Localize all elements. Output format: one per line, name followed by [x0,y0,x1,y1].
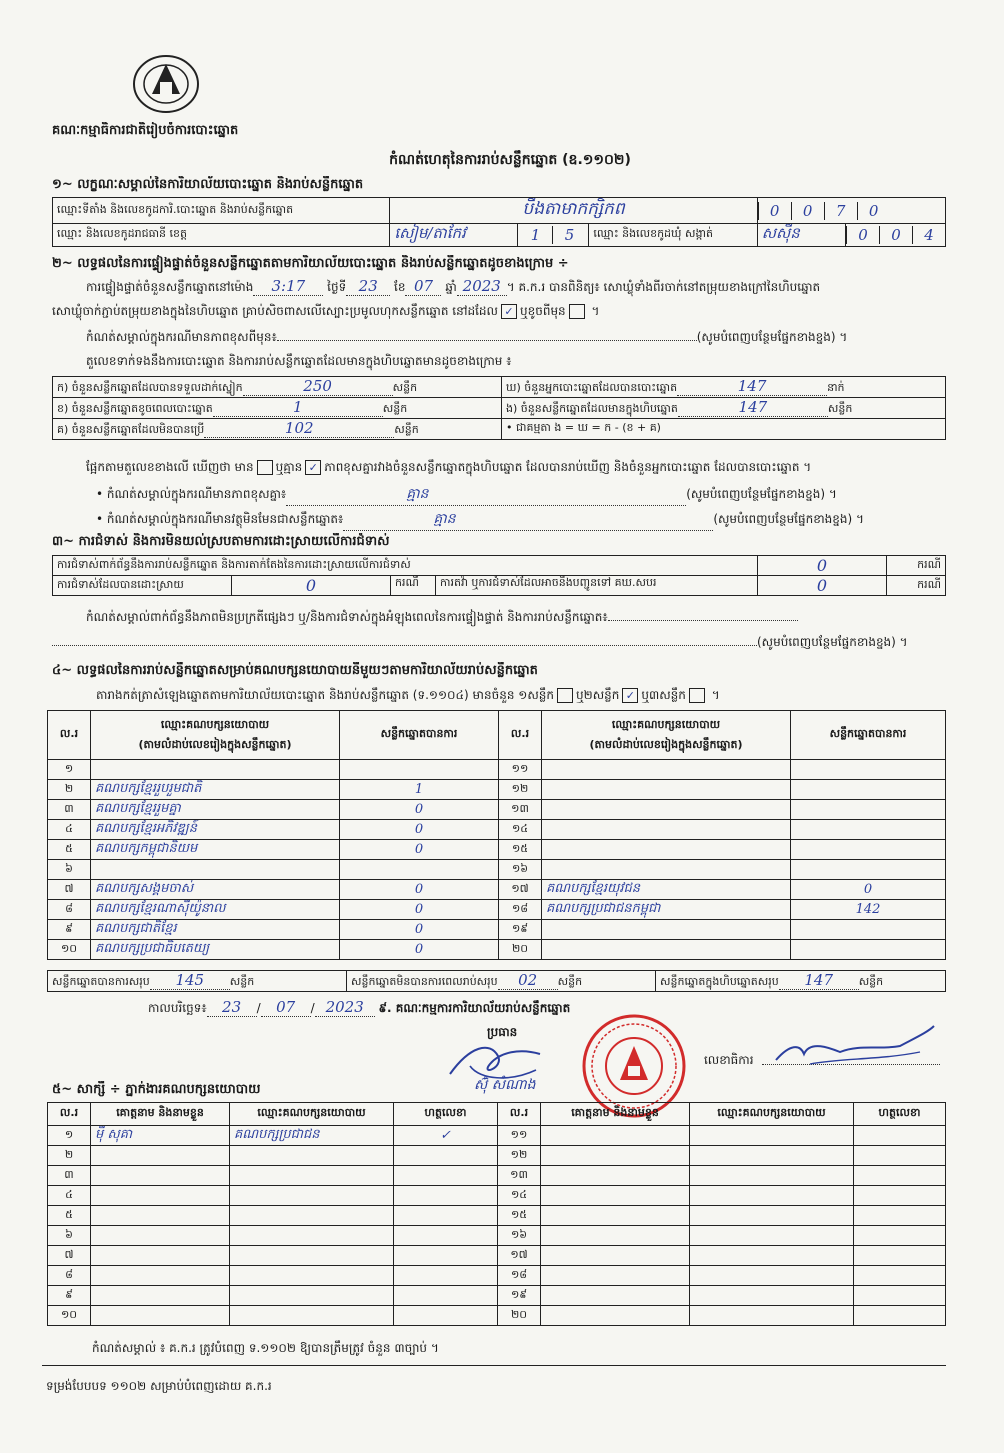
witness-no: ៨ [48,1266,91,1286]
two-sheet-checkbox[interactable]: ✓ [622,688,638,703]
s3-appeal-value: 0 [758,576,887,596]
result-row [48,800,946,820]
section5-heading: ៥~ សាក្សី ÷ ភ្នាក់ងារគណបក្សនយោបាយ [52,1082,261,1097]
witness-party [690,1306,854,1326]
witness-no: ១១ [498,1126,541,1146]
witness-row [48,1246,946,1266]
s4-totals-table: សន្លឹកឆ្នោតបានការសរុប 145 សន្លឹក សន្លឹកឆ្នោតមិនបានការពេលរាប់សរុប 02 សន្លឹក សន្លឹកឆ្នោតក្នុងហិបឆ្នោតសរុប 147 សន្លឹក [47,970,946,992]
nec-emblem-icon [130,50,202,116]
witness-name [91,1286,230,1306]
witness-no: ៧ [48,1246,91,1266]
result-no: ៣ [48,800,91,820]
witness-name [541,1166,690,1186]
result-votes: 0 [340,840,499,860]
committee-name: គណៈកម្មាធិការជាតិរៀបចំការបោះឆ្នោត [52,123,239,138]
witness-signature [394,1306,498,1326]
foreign-object-note-value: គ្មាន [343,509,713,531]
result-no: ១៣ [499,800,542,820]
result-votes: 142 [791,900,946,920]
result-no: ៥ [48,840,91,860]
result-no: ១៧ [499,880,542,900]
voters-value: 147 [677,377,827,396]
result-party: គណបក្សខ្មែររួមគ្នា [91,800,340,820]
witness-party [230,1286,394,1306]
result-row [48,900,946,920]
s2-para2: សោឃ្លុំចាក់ភ្ជាប់តម្រុយខាងក្នុងនៃហិបឆ្នោត គ្រាប់សិចពាសលើស្បោះប្រមូលហុកសន្លឹកឆ្នោត នៅដដែល ✓ ឬខូចពីមុន ។ [52,304,600,318]
witness-name [541,1246,690,1266]
witness-row [48,1166,946,1186]
s1-location-label: ឈ្មោះទីតាំង និងលេខកូដការិ.បោះឆ្នោត និងរាប់សន្លឹកឆ្នោត [53,198,390,224]
witness-name [91,1186,230,1206]
result-no: ៧ [48,880,91,900]
result-votes [340,860,499,880]
witness-party [690,1246,854,1266]
s4-intro: តារាងកត់ត្រាសំឡេងឆ្នោតតាមការិយាល័យបោះឆ្នោត និងរាប់សន្លឹកឆ្នោត (ទ.១១០៤) មានចំនួន ១សន្លឹក ឬ២សន្លឹក ✓ ឬ៣សន្លឹក ។ [96,688,720,702]
s1-location-value: បឹងតាមាកក្សិកព [390,198,757,224]
unused-ballots-value: 102 [204,419,394,438]
witness-no: ១៣ [498,1166,541,1186]
result-votes: 0 [340,880,499,900]
result-votes [791,860,946,880]
witness-row [48,1126,946,1146]
s1-commune-value: សស៊ីន [757,224,845,247]
s1-province-label: ឈ្មោះ និងលេខកូដរាជធានី ខេត្ត [53,224,390,247]
result-votes [791,840,946,860]
s2-para1: ការផ្ទៀងផ្ទាត់ចំនួនសន្លឹកឆ្នោតនៅម៉ោង 3:17 ថ្ងៃទី 23 ខែ 07 ឆ្នាំ 2023 ។ គ.ក.រ បានពិនិត្យ៖ សោឃ្លុំទាំងពីរចាក់នៅតម្រុយខាងក្រៅនៃហិបឆ្នោត [86,277,821,295]
witness-no: ១៩ [498,1286,541,1306]
witness-name [91,1166,230,1186]
result-votes [791,820,946,840]
result-row [48,880,946,900]
difference-note-value: គ្មាន [286,484,686,506]
s2-para3: កំណត់សម្គាល់ក្នុងករណីមានភាពខុសពីមុន៖ (សូមបំពេញបន្ថែមផ្នែកខាងខ្នង) ។ [86,330,848,344]
result-no: ១១ [499,760,542,780]
result-votes: 0 [340,800,499,820]
s2-figures-table: ក) ចំនួនសន្លឹកឆ្នោតដែលបានទទួលដាក់ស្នៀក 250 សន្លឹក ឃ) ចំនួនអ្នកបោះឆ្នោតដែលបានបោះឆ្នោត 147 នាក់ ខ) ចំនួនសន្លឹកឆ្នោតខូចពេលបោះឆ្នោត 1 សន្លឹក ង) ចំនួនសន្លឹកឆ្នោតដែលមានក្នុងហិបឆ្នោត 147 សន្លឹក គ) ចំនួនសន្លឹកឆ្នោតដែលមិនបានប្រើ 102 សន្លឹក • ជាគម្មតា ង = ឃ = ក - (ខ + គ) [52,376,946,440]
s3-appeal-label: ការតវ៉ា ឬការជំទាស់ដែលអាចនឹងបញ្ជូនទៅ គឃ.សបរ [435,576,656,595]
witness-signature [394,1246,498,1266]
result-votes [791,780,946,800]
result-votes [791,940,946,960]
spoiled-ballots-value: 1 [213,398,383,417]
s1-commune-label: ឈ្មោះ និងលេខកូដឃុំ សង្កាត់ [589,224,757,247]
secretary-signature-icon [770,1024,940,1070]
result-votes [791,800,946,820]
witness-signature: ✓ [394,1126,498,1146]
witness-party [690,1146,854,1166]
witness-row [48,1286,946,1306]
witness-signature [854,1206,946,1226]
result-row [48,920,946,940]
s2-para4: តួលេខទាក់ទងនឹងការបោះឆ្នោត និងការរាប់សន្លឹកឆ្នោតដែលមានក្នុងហិបឆ្នោតមានដូចខាងក្រោម ៖ [86,354,512,368]
witness-row [48,1146,946,1166]
s1-province-code: 1 5 [518,224,589,247]
section2-heading: ២~ លទ្ធផលនៃការផ្ទៀងផ្ទាត់ចំនួនសន្លឹកឆ្នោតតាមការិយាល័យបោះឆ្នោត និងរាប់សន្លឹកឆ្នោតដូចខាងក្រោម ÷ [52,256,569,271]
witness-row [48,1186,946,1206]
three-sheet-checkbox[interactable] [689,688,705,703]
witness-no: ១៦ [498,1226,541,1246]
witness-signature [394,1186,498,1206]
witness-signature [854,1146,946,1166]
witness-name [91,1226,230,1246]
damaged-checkbox[interactable] [569,304,585,319]
witness-no: ១២ [498,1146,541,1166]
result-votes: 0 [340,940,499,960]
result-no: ១២ [499,780,542,800]
s4-results-table: ល.រ ឈ្មោះគណបក្សនយោបាយ (តាមលំដាប់លេខរៀងក្នុងសន្លឹកឆ្នោត) សន្លឹកឆ្នោតបានការ ល.រ ឈ្មោះគណបក្សនយោបាយ (តាមលំដាប់លេខរៀងក្នុងសន្លឹកឆ្នោត) សន្លឹកឆ្នោតបានការ ១ ១១ ២ គណបក្សខ្មែររួបរួមជាតិ 1 ១២ ៣ គណបក្សខ្មែររួមគ្នា 0 ១៣ ៤ គណបក្សខ្មែរអភិវឌ្ឍន៍ 0 ១៤ ៥ គណបក្សកម្ពុជានិយម 0 ១៥ ៦ ១៦ ៧ គណបក្សសង្គមចាស់ 0 ១៧ គណបក្សខ្មែរយុវជន 0 ៨ គណបក្សខ្មែរណាស៊ីយ៉ូនាល 0 ១៨ គណបក្សប្រជាជនកម្ពុជា 142 ៩ គណបក្សជាតិខ្មែរ 0 ១៩ ១០ គណបក្សប្រជាធិបតេយ្យ 0 ២០ [47,710,946,960]
witness-party [690,1286,854,1306]
s2-bullet2: • កំណត់សម្គាល់ក្នុងករណីមានវត្ថុមិនមែនជាសន្លឹកឆ្នោត៖ គ្មាន (សូមបំពេញបន្ថែមផ្នែកខាងខ្នង) ។ [96,509,946,531]
result-votes [791,760,946,780]
date-month: 07 [261,998,311,1017]
difference-no-checkbox[interactable]: ✓ [305,460,321,475]
ballots-in-box-total: 147 [779,971,859,990]
witness-signature [854,1186,946,1206]
s3-table: ការជំទាស់ពាក់ព័ន្ធនឹងការរាប់សន្លឹកឆ្នោត និងការតាក់តែងនៃការដោះស្រាយលើការជំទាស់ 0 ករណី ការជំទាស់ដែលបានដោះស្រាយ 0 ករណី ការតវ៉ា ឬការជំទាស់ដែលអាចនឹងបញ្ជូនទៅ គឃ.សបរ 0 ករណី [52,555,946,596]
witness-signature [394,1166,498,1186]
witness-no: ២ [48,1146,91,1166]
witness-party [230,1306,394,1326]
result-no: ៤ [48,820,91,840]
result-no: ១៦ [499,860,542,880]
result-party: គណបក្សខ្មែរណាស៊ីយ៉ូនាល [91,900,340,920]
witness-name [541,1266,690,1286]
witness-party [690,1266,854,1286]
witness-name [91,1146,230,1166]
check-month: 07 [405,277,441,296]
result-party: គណបក្សប្រជាធិបតេយ្យ [91,940,340,960]
s3-objection-label: ការជំទាស់ពាក់ព័ន្ធនឹងការរាប់សន្លឹកឆ្នោត និងការតាក់តែងនៃការដោះស្រាយលើការជំទាស់ [53,556,758,576]
witness-signature [854,1246,946,1266]
result-row [48,780,946,800]
result-party: គណបក្សកម្ពុជានិយម [91,840,340,860]
check-time: 3:17 [253,277,323,296]
witness-no: ៦ [48,1226,91,1246]
invalid-ballots-total: 02 [498,971,558,990]
witness-no: ២០ [498,1306,541,1326]
ballots-in-box-value: 147 [678,398,828,417]
result-no: ៩ [48,920,91,940]
result-votes [340,760,499,780]
section4-heading: ៤~ លទ្ធផលនៃការរាប់សន្លឹកឆ្នោតសម្រាប់គណបក្សនយោបាយនីមួយៗតាមការិយាល័យរាប់សន្លឹកឆ្នោត [52,663,538,678]
result-votes [791,920,946,940]
s1-table [52,197,946,247]
witness-signature [854,1166,946,1186]
witness-row [48,1206,946,1226]
result-party [542,840,791,860]
witness-name [541,1126,690,1146]
witness-row [48,1226,946,1246]
result-votes: 0 [340,920,499,940]
result-party: គណបក្សខ្មែរយុវជន [542,880,791,900]
s3-note-line2: (សូមបំពេញបន្ថែមផ្នែកខាងខ្នង) ។ [52,634,952,652]
witness-name [541,1226,690,1246]
witness-no: ៥ [48,1206,91,1226]
witness-party [230,1206,394,1226]
result-no: ១០ [48,940,91,960]
witness-signature [394,1146,498,1166]
witness-party [230,1146,394,1166]
s1-location-code: 0 0 7 0 [757,198,945,224]
witness-no: ៣ [48,1166,91,1186]
footer-form-label: ទម្រង់បែបបទ ១១០២ សម្រាប់បំពេញដោយ គ.ក.រ [46,1379,272,1393]
page-title: កំណត់ហេតុនៃការរាប់សន្លឹកឆ្នោត (ឧ.១១០២) [389,152,631,168]
chair-name: ស៊ុំ សំណាង [474,1077,536,1093]
witness-signature [854,1266,946,1286]
check-day: 23 [346,277,390,296]
footer-divider [42,1365,946,1366]
result-party [542,800,791,820]
result-row [48,860,946,880]
witness-name [91,1246,230,1266]
s3-note: កំណត់សម្គាល់ពាក់ព័ន្ធនឹងភាពមិនប្រក្រតីផ្សេងៗ ឬ/និងការជំទាស់ក្នុងអំឡុងពេលនៃការផ្ទៀងផ្ទាត់ និងការរាប់សន្លឹកឆ្នោត៖ [86,609,946,627]
result-votes: 1 [340,780,499,800]
result-row [48,940,946,960]
result-party [542,780,791,800]
result-no: ២០ [499,940,542,960]
s2-bullet1: • កំណត់សម្គាល់ក្នុងករណីមានភាពខុសគ្នា៖ គ្មាន (សូមបំពេញបន្ថែមផ្នែកខាងខ្នង) ។ [96,484,946,506]
result-party [91,760,340,780]
result-no: ១៨ [499,900,542,920]
result-party [542,760,791,780]
witness-name [91,1266,230,1286]
result-party [542,860,791,880]
witness-party [690,1126,854,1146]
witness-name: ម៉ី សុគា [91,1126,230,1146]
result-no: ២ [48,780,91,800]
witness-party [230,1266,394,1286]
witness-signature [394,1286,498,1306]
s1-province-value: សៀម/តាកែវ [390,224,518,247]
witness-name [91,1306,230,1326]
witness-no: ៤ [48,1186,91,1206]
witness-no: ៩ [48,1286,91,1306]
result-party: គណបក្សខ្មែរអភិវឌ្ឍន៍ [91,820,340,840]
secretary-label: លេខាធិការ [704,1053,754,1067]
result-votes: 0 [340,900,499,920]
intact-checkbox[interactable]: ✓ [501,304,517,319]
difference-yes-checkbox[interactable] [257,460,273,475]
witness-no: ១៤ [498,1186,541,1206]
witness-signature [394,1266,498,1286]
ballots-received-value: 250 [243,377,393,396]
witness-party [690,1186,854,1206]
witness-name [541,1206,690,1226]
witness-party [230,1166,394,1186]
result-no: ៦ [48,860,91,880]
witness-signature [854,1306,946,1326]
s2-para5: ផ្អែកតាមតួលេខខាងលើ ឃើញថា មាន ឬគ្មាន ✓ ភាពខុសគ្នារវាងចំនួនសន្លឹកឆ្នោតក្នុងហិបឆ្នោត ដែលបានរាប់ឃើញ និងចំនួនអ្នកបោះឆ្នោត ដែលបានបោះឆ្នោត ។ [86,460,812,474]
section3-heading: ៣~ ការជំទាស់ និងការមិនយល់ស្របតាមការដោះស្រាយលើការជំទាស់ [52,534,390,549]
valid-ballots-total: 145 [150,971,230,990]
witness-signature [394,1226,498,1246]
witness-signature [854,1126,946,1146]
s5-witness-table: ល.រ គោត្តនាម និងនាមខ្លួន ឈ្មោះគណបក្សនយោបាយ ហត្ថលេខា ល.រ គោត្តនាម និងនាមខ្លួន ឈ្មោះគណបក្សនយោបាយ ហត្ថលេខា ១ ម៉ី សុគា គណបក្សប្រជាជន ✓ ១១ ២ ១២ ៣ ១៣ ៤ ១៤ ៥ ១៥ ៦ ១៦ ៧ ១៧ ៨ ១៨ ៩ ១៩ ១០ ២០ [47,1102,946,1326]
witness-row [48,1266,946,1286]
result-row [48,840,946,860]
section1-heading: ១~ លក្ខណៈសម្គាល់នៃការិយាល័យបោះឆ្នោត និងរាប់សន្លឹកឆ្នោត [52,177,364,192]
result-votes: 0 [791,880,946,900]
result-party: គណបក្សជាតិខ្មែរ [91,920,340,940]
s1-commune-code: 0 0 4 [846,224,946,247]
witness-party [230,1186,394,1206]
witness-row [48,1306,946,1326]
date-day: 23 [207,998,257,1017]
check-year: 2023 [457,277,507,296]
s3-resolved-value: 0 [232,576,391,596]
witness-signature [394,1206,498,1226]
witness-no: ១៧ [498,1246,541,1266]
s3-resolved-label: ការជំទាស់ដែលបានដោះស្រាយ [53,576,232,596]
witness-name [541,1286,690,1306]
result-party: គណបក្សខ្មែររួបរួមជាតិ [91,780,340,800]
witness-no: ១៨ [498,1266,541,1286]
result-party: គណបក្សសង្គមចាស់ [91,880,340,900]
witness-no: ១ [48,1126,91,1146]
witness-name [91,1206,230,1226]
date-year: 2023 [315,998,375,1017]
one-sheet-checkbox[interactable] [557,688,573,703]
footer-note: កំណត់សម្គាល់ ៖ គ.ក.រ ត្រូវបំពេញ ទ.១១០២ ឱ្យបានត្រឹមត្រូវ ចំនួន ៣ច្បាប់ ។ [92,1341,439,1355]
witness-party [230,1246,394,1266]
witness-party [690,1226,854,1246]
witness-name [541,1306,690,1326]
result-row [48,820,946,840]
witness-party: គណបក្សប្រជាជន [230,1126,394,1146]
result-no: ១៩ [499,920,542,940]
s4-date-line: កាលបរិច្ឆេទ៖ 23 / 07 / 2023 ៩. គណៈកម្មការការិយាល័យរាប់សន្លឹកឆ្នោត [148,998,571,1016]
result-party: គណបក្សប្រជាជនកម្ពុជា [542,900,791,920]
witness-no: ១៥ [498,1206,541,1226]
result-party [542,820,791,840]
witness-party [690,1166,854,1186]
result-no: ៨ [48,900,91,920]
result-party [91,860,340,880]
s3-objection-value: 0 [758,556,887,576]
result-row [48,760,946,780]
result-votes: 0 [340,820,499,840]
result-no: ១៥ [499,840,542,860]
witness-name [541,1146,690,1166]
witness-name [541,1186,690,1206]
result-no: ១ [48,760,91,780]
result-no: ១៤ [499,820,542,840]
result-party [542,920,791,940]
result-party [542,940,791,960]
chair-label: ប្រធាន [487,1025,518,1039]
witness-no: ១០ [48,1306,91,1326]
witness-party [690,1206,854,1226]
formula: • ជាគម្មតា ង = ឃ = ក - (ខ + គ) [502,419,946,440]
witness-party [230,1226,394,1246]
witness-signature [854,1286,946,1306]
witness-signature [854,1226,946,1246]
